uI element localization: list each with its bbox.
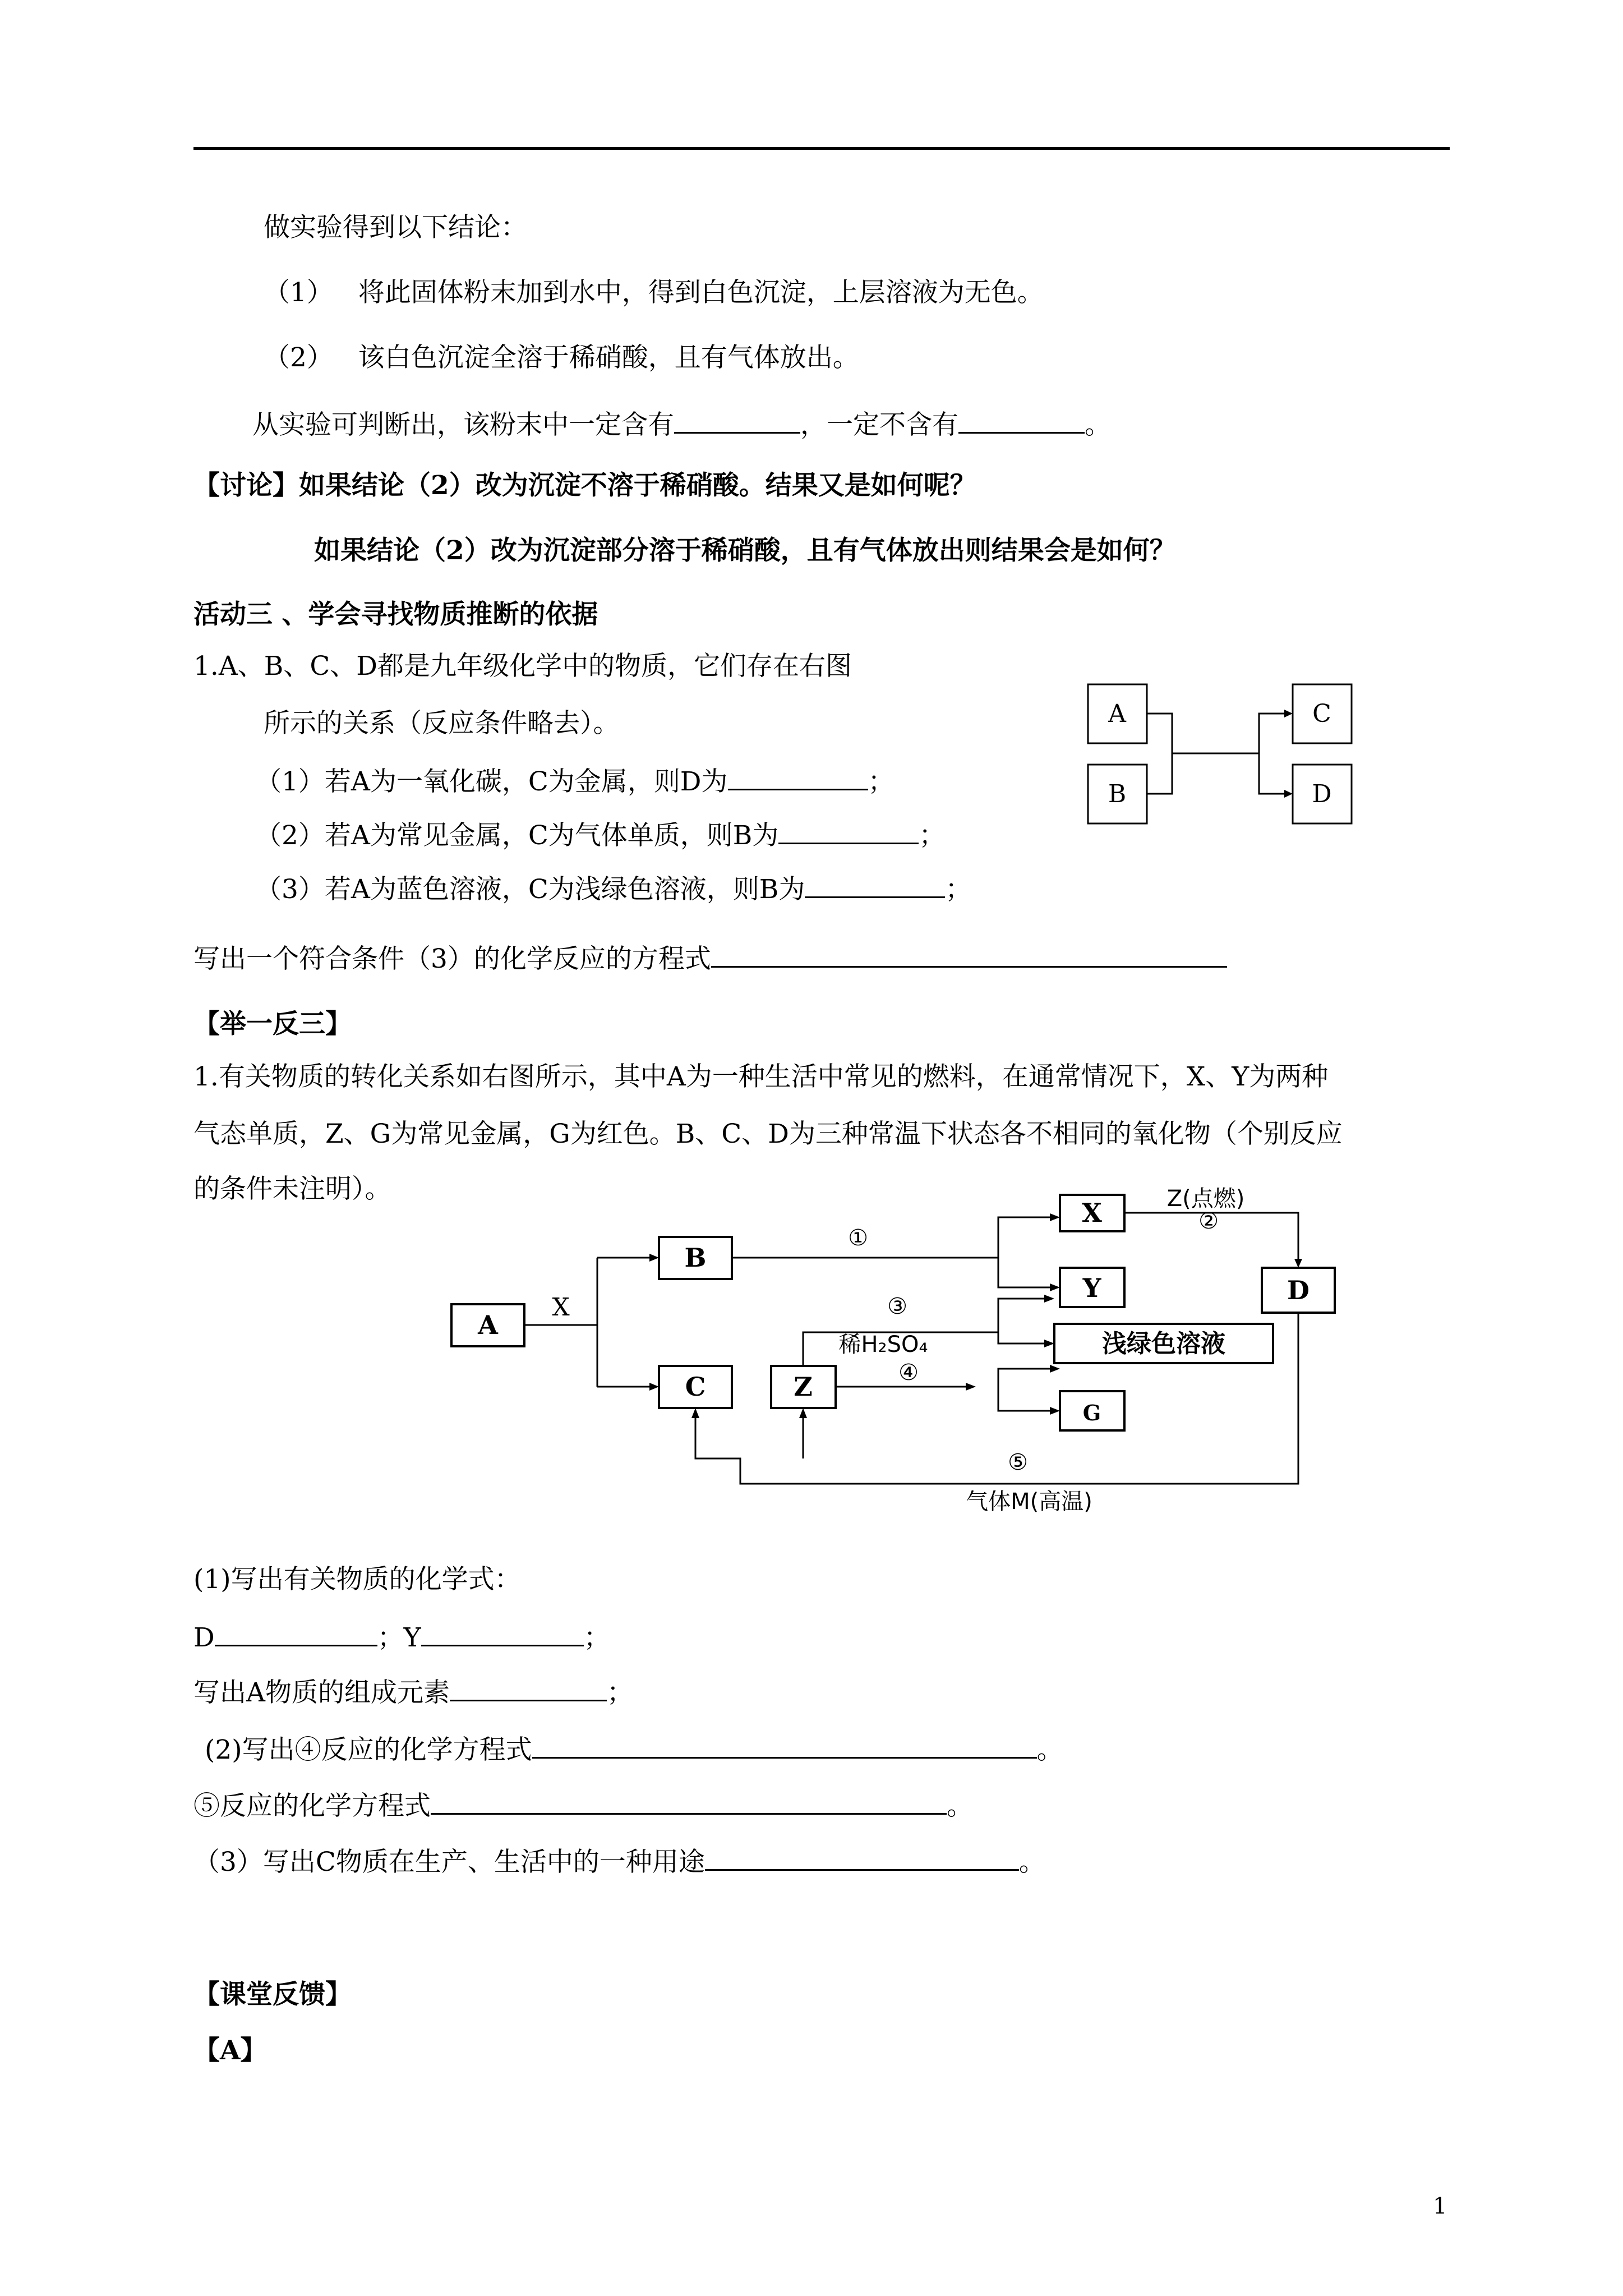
intro-line: 做实验得到以下结论： xyxy=(264,212,527,243)
q-equation-4-end: 。 xyxy=(1036,1734,1063,1765)
discussion-heading: 【讨论】如果结论（2）改为沉淀不溶于稀硝酸。结果又是如何呢？ xyxy=(193,470,976,501)
q1-equation-text: 写出一个符合条件（3）的化学反应的方程式 xyxy=(193,944,711,974)
q1-part2-text: （2）若A为常见金属，C为气体单质，则B为 xyxy=(255,820,779,851)
activity-three-heading: 活动三 、学会寻找物质推断的依据 xyxy=(193,599,598,630)
d2-circle-5: ⑤ xyxy=(1008,1450,1028,1475)
blank-q1-equation[interactable] xyxy=(711,940,1227,968)
blank-contains[interactable] xyxy=(674,406,800,434)
conclusion-2-num: （2） xyxy=(264,342,333,373)
conclusion-2 xyxy=(264,341,859,375)
practice-text-3: 的条件未注明）。 xyxy=(193,1174,391,1204)
blank-d[interactable] xyxy=(215,1619,377,1646)
q-equation-4 xyxy=(205,1731,1063,1767)
q1-part3-text: （3）若A为蓝色溶液，C为浅绿色溶液，则B为 xyxy=(255,874,805,905)
q1-part1 xyxy=(255,763,895,799)
practice-text-1: 1.有关物质的转化关系如右图所示，其中A为一种生活中常见的燃料，在通常情况下，X、Y为两种 xyxy=(193,1061,1329,1092)
d2-label-gas-m: 气体M(高温) xyxy=(966,1489,1092,1515)
q-a-elements-text: 写出A物质的组成元素 xyxy=(193,1677,450,1708)
d1-label-c: C xyxy=(1312,700,1331,728)
q-c-usage-end: 。 xyxy=(1018,1847,1045,1878)
q-d-label: D xyxy=(193,1622,215,1653)
blank-c-usage[interactable] xyxy=(705,1843,1019,1871)
blank-not-contains[interactable] xyxy=(958,406,1085,434)
d1-arrow-c xyxy=(1284,710,1293,717)
q-dy-end: ； xyxy=(583,1622,610,1653)
feedback-heading: 【课堂反馈】 xyxy=(193,1979,352,2010)
q1-part1-text: （1）若A为一氧化碳，C为金属，则D为 xyxy=(255,766,728,797)
q-a-elements xyxy=(193,1674,633,1710)
conclusion-1-num: （1） xyxy=(264,277,333,308)
discussion-line-2: 如果结论（2）改为沉淀部分溶于稀硝酸，且有气体放出则结果会是如何？ xyxy=(314,535,1176,566)
q1-intro: 1.A、B、C、D都是九年级化学中的物质，它们存在右图 xyxy=(193,651,852,682)
practice-heading: 【举一反三】 xyxy=(193,1009,352,1039)
diagram-abcd xyxy=(1077,676,1368,833)
d2-circle-3: ③ xyxy=(887,1294,907,1319)
d2-label-a: A xyxy=(478,1310,498,1340)
q1-intro-2: 所示的关系（反应条件略去）。 xyxy=(264,708,620,739)
d1-label-d: D xyxy=(1312,780,1332,808)
q1-part2-end: ； xyxy=(919,820,946,851)
q-c-usage xyxy=(193,1843,1045,1879)
d2-circle-4: ④ xyxy=(898,1360,919,1386)
d2-edge-label-x: X xyxy=(552,1293,570,1322)
d2-label-b: B xyxy=(684,1243,707,1273)
d2-label-z-ignite: Z(点燃) xyxy=(1166,1186,1245,1212)
diagram-transformation xyxy=(443,1184,1340,1515)
d2-label-dilute-acid: 稀H₂SO₄ xyxy=(838,1332,928,1358)
header-rule xyxy=(193,147,1450,150)
d1-label-a: A xyxy=(1108,700,1126,728)
q1-part2 xyxy=(255,817,945,853)
conclusion-1-text: 将此固体粉末加到水中，得到白色沉淀，上层溶液为无色。 xyxy=(358,277,1044,308)
q-equation-5 xyxy=(193,1787,973,1823)
blank-q1-d[interactable] xyxy=(728,763,868,790)
q1-part3 xyxy=(255,871,971,907)
d2-label-x: X xyxy=(1082,1198,1102,1228)
page-number: 1 xyxy=(1433,2193,1447,2219)
q-a-elements-end: ； xyxy=(606,1677,633,1708)
d2-circle-2: ② xyxy=(1198,1208,1219,1234)
judge-text-1: 从实验可判断出，该粉末中一定含有 xyxy=(252,409,674,440)
q-equation-5-text: ⑤反应的化学方程式 xyxy=(193,1791,431,1821)
d1-label-b: B xyxy=(1108,780,1127,808)
d2-label-d: D xyxy=(1287,1275,1310,1305)
q-equation-5-end: 。 xyxy=(947,1791,973,1821)
d2-label-g: G xyxy=(1082,1400,1101,1425)
conclusion-1 xyxy=(264,276,1044,310)
blank-equation-5[interactable] xyxy=(431,1787,947,1815)
section-a-heading: 【A】 xyxy=(193,2035,267,2066)
d1-arrow-d xyxy=(1284,790,1293,798)
judge-text-2: ，一定不含有 xyxy=(800,409,958,440)
q-formulas: (1)写出有关物质的化学式： xyxy=(193,1564,521,1595)
q-y-label: ；Y xyxy=(377,1622,421,1653)
q1-part3-end: ； xyxy=(945,874,972,905)
d2-label-green-solution: 浅绿色溶液 xyxy=(1102,1329,1225,1358)
blank-y[interactable] xyxy=(421,1619,584,1646)
judge-text-3: 。 xyxy=(1085,409,1111,440)
d2-label-y: Y xyxy=(1082,1273,1101,1303)
blank-equation-4[interactable] xyxy=(532,1731,1037,1759)
q-c-usage-text: （3）写出C物质在生产、生活中的一种用途 xyxy=(193,1847,705,1878)
d2-circle-1: ① xyxy=(848,1225,868,1251)
q-d-y xyxy=(193,1619,610,1655)
q1-part1-end: ； xyxy=(868,766,895,797)
q-equation-4-text: (2)写出④反应的化学方程式 xyxy=(205,1734,532,1765)
blank-q1-b2[interactable] xyxy=(805,871,945,898)
q1-equation-line xyxy=(193,940,1227,976)
blank-q1-b1[interactable] xyxy=(778,817,919,844)
blank-a-elements[interactable] xyxy=(450,1674,607,1701)
d2-label-z: Z xyxy=(794,1372,813,1402)
d2-label-c: C xyxy=(685,1372,706,1402)
conclusion-2-text: 该白色沉淀全溶于稀硝酸，且有气体放出。 xyxy=(358,342,859,373)
practice-text-2: 气态单质，Z、G为常见金属，G为红色。B、C、D为三种常温下状态各不相同的氧化物（个别反应 xyxy=(193,1119,1343,1149)
judge-line xyxy=(252,406,1111,442)
